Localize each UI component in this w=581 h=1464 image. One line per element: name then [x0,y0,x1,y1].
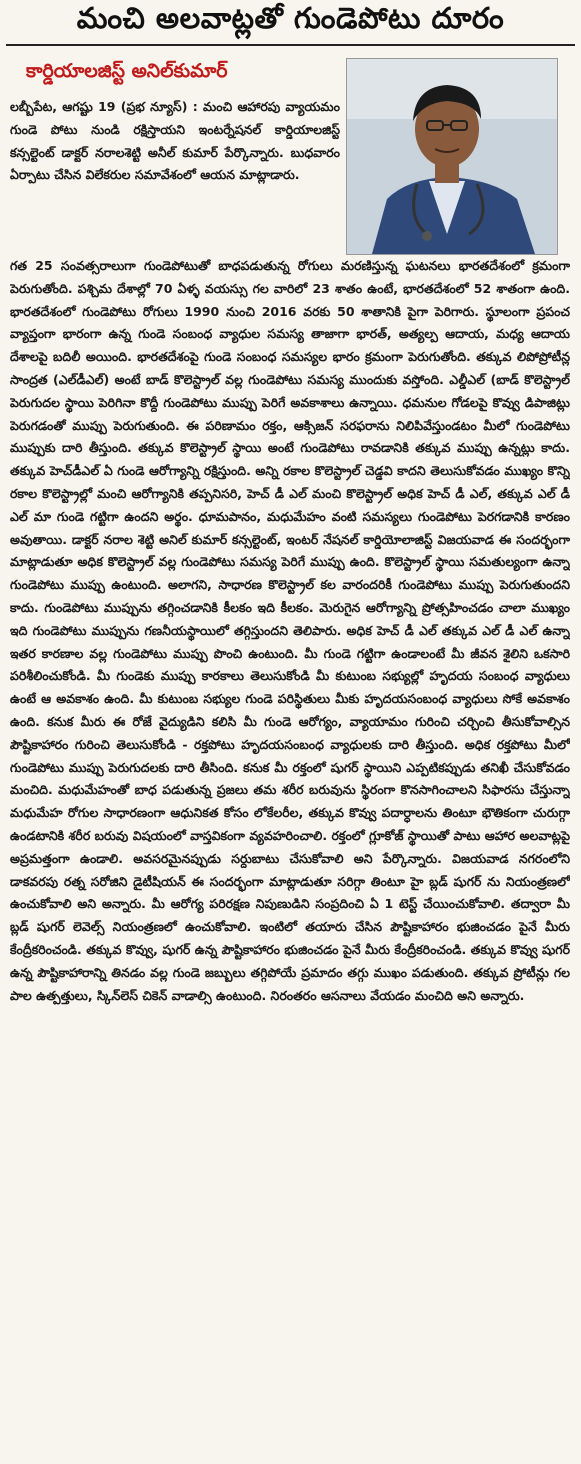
article-subheadline: కార్డియాలజిస్ట్ అనిల్‌కుమార్ [26,60,228,82]
doctor-photo [346,58,558,255]
doctor-portrait-icon [347,59,557,254]
article-headline: మంచి అలవాట్లతో గుండెపోటు దూరం [6,0,575,46]
article-lead [10,96,340,187]
body-paragraph: గత 25 సంవత్సరాలుగా గుండెపోటుతో బాధపడుతున్న రోగులు మరణిస్తున్న ఘటనలు భారతదేశంలో క్రమంగా పెరుగుతోంది. పశ్చిమ దేశాల్లో 70 ఏళ్ళ వయస్సు గల వారిలో 23 శాతం ఉంటే, భారతదేశంలో 52 శాతంగా ఉంది. భారతదేశంలో గుండెపోటు రోగులు 1990 నుంచి 2016 వరకు 50 శాతానికి పైగా పెరిగారు. స్థూలంగా ప్రపంచ వ్యాప్తంగా భారంగా ఉన్న గుండె సంబంధ వ్యాధుల సమస్య తాజాగా భారత్, అత్యల్ప ఆదాయ, మధ్య ఆదాయ దేశాలపై బదిలీ అయింది. భారతదేశంపై గుండె సంబంధ సమస్యల భారం క్రమంగా పెరుగుతోంది. తక్కువ లిపోప్రోటీన్ల సాంద్రత (ఎల్‌డీఎల్) అంటే బాడ్ కొలెస్ట్రాల్ వల్ల గుండెపోటు సమస్య ముందుకు వస్తోంది. ఎల్డీఎల్ (బాడ్ కొలెస్ట్రాల్ పెరుగుదల స్థాయి పెరిగినా కొద్దీ గుండెపోటు ముప్పు పెరిగే అవకాశాలు ఉన్నాయి. ధమనుల గోడలపై కొవ్వు డిపాజిట్లు పెరుగడంతో ముప్పు పెరుగుతుంది. ఈ పరిణామం రక్తం, ఆక్సిజన్ సరఫరాను నిలిపివేస్తుండటం మీలో గుండెపోటు ముప్పుకు దారి తీస్తుంది. తక్కువ కొలెస్ట్రాల్ స్థాయి అంటే గుండెపోటు రావడానికి తక్కువ ముప్పు ఉన్నట్లు కాదు. తక్కువ హెచ్‌డీఎల్ ఏ గుండె ఆరోగ్యాన్ని రక్షిస్తుంది. అన్ని రకాల కొలెస్ట్రాల్ చెడ్డవి కాదని తెలుసుకోవడం ముఖ్యం కొన్ని రకాల కొలెస్ట్రాల్లో మంచి ఆరోగ్యానికి తప్పనిసరి, హెచ్ డీ ఎల్ మంచి కొలెస్ట్రాల్ అధిక హెచ్ డీ ఎల్, తక్కువ ఎల్ డీ ఎల్ మా గుండె గట్టిగా ఉందని అర్థం. ధూమపానం, మధుమేహం వంటి సమస్యలు గుండెపోటు పెరగడానికి కారణం అవుతాయి. డాక్టర్ నరాల శెట్టి అనిల్ కుమార్ కన్సల్టెంట్, ఇంటర్ నేషనల్ కార్డియోలాజిస్ట్ విజయవాడ ఈ సందర్భంగా మాట్లాడుతూ అధిక కొలెస్ట్రాల్ వల్ల గుండెపోటు సమస్య పెరిగే ముప్పు ఉంది. కొలెస్ట్రాల్ స్థాయి సమతుల్యంగా ఉన్నా గుండెపోటు ముప్పు ఉంటుంది. అలాగని, సాధారణ కొలెస్ట్రాల్ కల వారందరికీ గుండెపోటు ముప్పు పెరుగుతుందని కాదు. గుండెపోటు ముప్పును తగ్గించడానికి కీలకం ఇది కీలకం. మెరుగైన ఆరోగ్యాన్ని ప్రోత్సహించడం చాలా ముఖ్యం ఇది గుండెపోటు ముప్పును గణనీయస్థాయిలో తగ్గిస్తుందని తెలిపారు. అధిక హెచ్ డీ ఎల్ తక్కువ ఎల్ డీ ఎల్ ఉన్నా ఇతర కారణాల వల్ల గుండెపోటు ముప్పు పొంచి ఉంటుంది. మీ గుండె గట్టిగా ఉండాలంటే మీ జీవన శైలిని ఒకసారి పరిశీలించుకోండి. మీ గుండెకు ముప్పు కారకాలు తెలుసుకోండి మీ కుటుంబ సభ్యుల్లో హృదయ సంబంధ వ్యాధులు ఉంటే ఆ అవకాశం ఉంది. మీ కుటుంబ సభ్యుల గుండె పరిస్థితులు మీకు హృదయసంబంధ వ్యాధులు సోకే అవకాశం ఉంది. కనుక మీరు ఈ రోజే వైద్యుడిని కలిసి మీ గుండె ఆరోగ్యం, వ్యాయామం గురించి చర్చించి తీసుకోవాల్సిన పౌష్టికాహారం గురించి తెలుసుకోండి - రక్తపోటు హృదయసంబంధ వ్యాధులకు దారి తీస్తుంది. అధిక రక్తపోటు మీలో గుండెపోటు ముప్పు పెరుగుదలకు దారి తీసింది. కనుక మీ రక్తంలో షుగర్ స్థాయిని ఎప్పటికప్పుడు తనిఖీ చేసుకోవడం మంచిది. మధుమేహంతో బాధ పడుతున్న ప్రజలు తమ శరీర బరువును స్థిరంగా కొనసాగించాలని సిఫారసు చేస్తున్నా మధుమేహ రోగుల సాధారణంగా ఆధునికత కోసం లోకేలరీల, తక్కువ కొవ్వు పదార్ధాలను తింటూ భౌతికంగా చురుగ్గా ఉండటానికి శరీర బరువు విషయంలో వాస్తవికంగా వ్యవహరించాలి. రక్తంలో గ్లూకోజ్ స్థాయితో పాటు ఆహార అలవాట్లపై అప్రమత్తంగా ఉండాలి. అవసరమైనప్పుడు సర్దుబాటు చేసుకోవాలి అని పేర్కొన్నారు. విజయవాడ నగరంలోని డాకవరపు రత్న సరోజిని డైటీషియన్ ఈ సందర్భంగా మాట్లాడుతూ సరిగ్గా తింటూ హై బ్లడ్ షుగర్ ను నియంత్రణలో ఉంచుకోవాలి అని అన్నారు. మీ ఆరోగ్య పరిరక్షణ నిపుణుడిని సంప్రదించి ఏ 1 టెస్ట్ చేయించుకోవాలి. తద్వారా మీ బ్లడ్ షుగర్ లెవెల్స్ నియంత్రణలో ఉంచుకోవాలి. ఇంటిలో తయారు చేసిన పౌష్టికాహారం భుజించడం పైనే మీరు కేంద్రీకరించండి. తక్కువ కొవ్వు, షుగర్ ఉన్న పౌష్టికాహారం భుజించడం పైనే మీరు కేంద్రీకరించండి. తక్కువ కొవ్వు షుగర్ ఉన్న పౌష్టికాహారాన్ని తినడం వల్ల గుండె జబ్బులు తగ్గిపోయే ప్రమాదం తగ్గు ముఖం పడుతుంది. తక్కువ ప్రోటీన్లు గల పాల ఉత్పత్తులు, స్కిన్‌లెస్ చికెన్ వాడాల్సి ఉంటుంది. నిరంతరం ఆసనాలు వేయడం మంచిది అని అన్నారు. [10,258,570,1003]
lead-paragraph: లబ్బీపేట, ఆగష్టు 19 (ప్రభ న్యూస్) : మంచి ఆహారపు వ్యాయమం గుండె పోటు నుండి రక్షిస్తాయని ఇంటర్నేషనల్ కార్డియాలజిస్ట్ కన్సల్టెంట్ డాక్టర్ నరాలశెట్టి అనీల్ కుమార్ పేర్కొన్నారు. బుధవారం ఏర్పాటు చేసిన విలేకరుల సమావేశంలో ఆయన మాట్లాడారు. [10,99,340,183]
article-body [10,255,570,1455]
